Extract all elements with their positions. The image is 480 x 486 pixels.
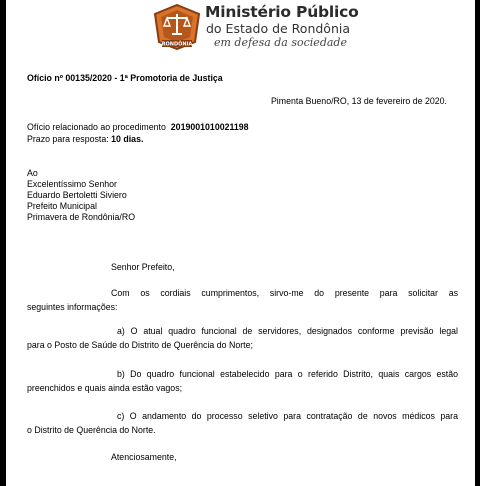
item-c-line: c) O andamento do processo seletivo para contratação de novos médicos para (117, 411, 458, 421)
item-b-line: preenchidos e quais ainda estão vagos; (27, 383, 183, 393)
emblem-text: RONDÔNIA (161, 41, 193, 48)
scales-of-justice-icon (153, 4, 201, 50)
place-date: Pimenta Bueno/RO, 13 de fevereiro de 2020. (270, 96, 447, 106)
document-page (6, 0, 475, 486)
deadline-label: Prazo para resposta: (27, 134, 109, 144)
office-number: Ofício nº 00135/2020 - 1ª Promotoria de Justiça (27, 73, 223, 83)
motto: em defesa da sociedade (214, 36, 347, 49)
deadline-line (27, 134, 143, 145)
letterhead (6, 0, 475, 56)
procedure-line (27, 122, 249, 133)
item-c-line: o Distrito de Querência do Norte. (27, 425, 156, 435)
recipient-line: Ao (27, 168, 38, 178)
intro-line: Com os cordiais cumprimentos, sirvo-me do presente para solicitar as (111, 288, 458, 298)
deadline-value: 10 dias. (111, 134, 144, 144)
intro-line: seguintes informações: (27, 302, 118, 312)
closing: Atenciosamente, (111, 452, 177, 462)
recipient-line: Prefeito Municipal (27, 201, 97, 211)
item-a-line: para o Posto de Saúde do Distrito de Querência do Norte; (27, 340, 253, 350)
salutation: Senhor Prefeito, (111, 262, 175, 272)
item-a-line: a) O atual quadro funcional de servidores, designados conforme previsão legal (117, 326, 458, 336)
recipient-line: Excelentíssimo Senhor (27, 179, 117, 189)
procedure-label: Ofício relacionado ao procedimento (27, 122, 166, 132)
recipient-line: Eduardo Bertoletti Siviero (27, 190, 127, 200)
org-state: do Estado de Rondônia (206, 21, 351, 36)
recipient-line: Primavera de Rondônia/RO (27, 212, 136, 222)
org-name: Ministério Público (205, 3, 359, 21)
procedure-number: 2019001010021198 (170, 122, 249, 132)
item-b-line: b) Do quadro funcional estabelecido para o referido Distrito, quais cargos estão (117, 369, 458, 379)
